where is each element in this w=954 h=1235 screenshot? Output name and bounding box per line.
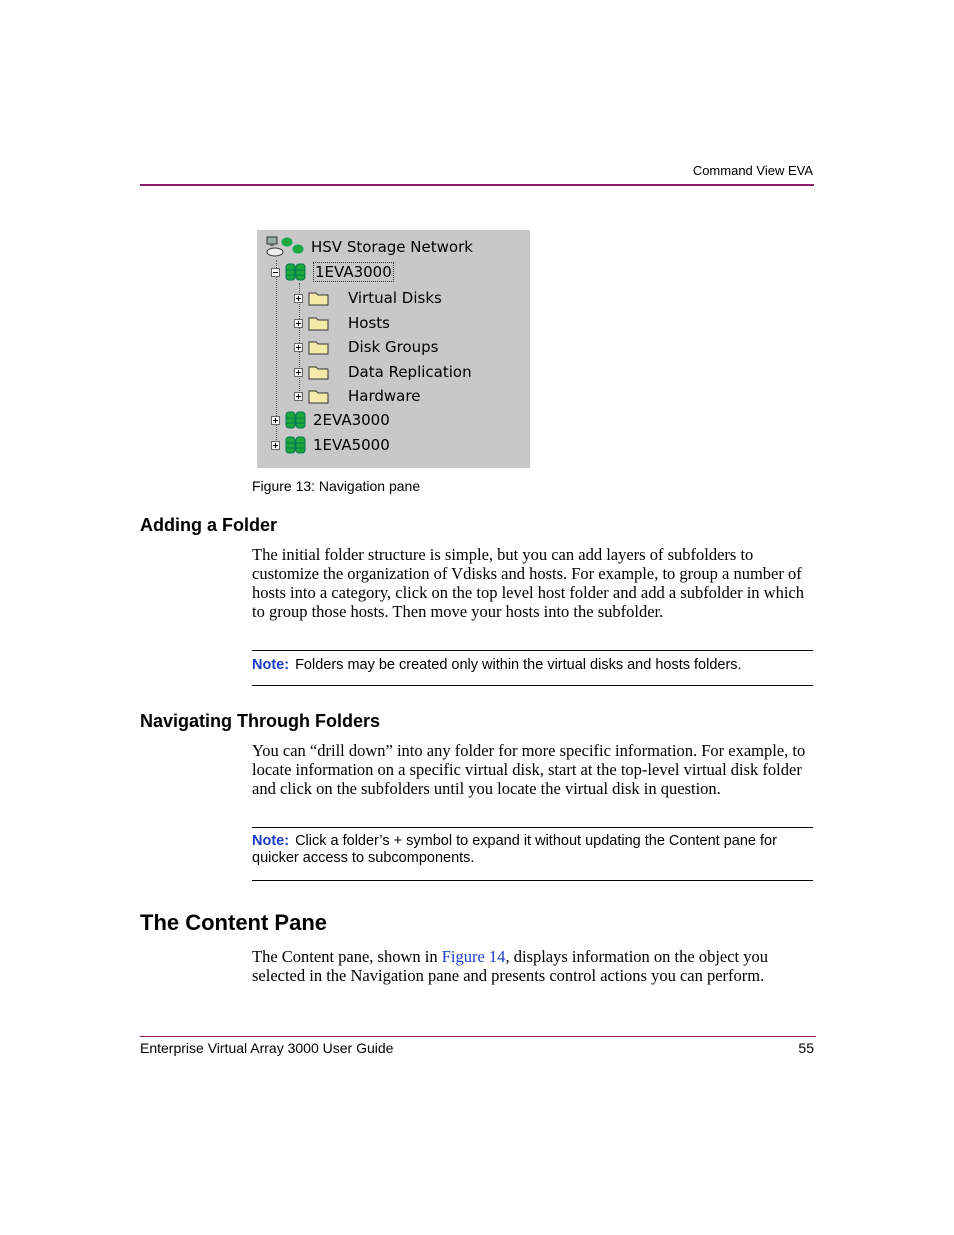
expand-toggle-icon[interactable] [271, 416, 280, 425]
tree-array-1eva5000[interactable] [271, 435, 390, 455]
section-heading-adding-folder: Adding a Folder [140, 515, 277, 535]
storage-network-icon [265, 235, 305, 259]
paragraph-adding-folder: The initial folder structure is simple, but you can add layers of subfolders to customize the organization of Vdisks and hosts. For example, to group a number of hosts into a category, click on the top level host folder and add a subfolder in which to group those hosts. Then move your hosts into the subfolder. [252, 545, 804, 621]
note-label: Note: [252, 657, 290, 673]
tree-root-label: HSV Storage Network [311, 238, 473, 256]
navigation-pane-figure [257, 230, 530, 468]
footer-rule [140, 1036, 816, 1037]
expand-toggle-icon[interactable] [294, 294, 303, 303]
paragraph-text: , displays information on the object you selected in the Navigation pane and presents control actions you can perform. [252, 947, 769, 985]
tree-folder-label: Disk Groups [348, 338, 439, 356]
folder-icon [308, 290, 330, 306]
tree-folder-data-replication[interactable] [294, 362, 472, 382]
tree-array-label: 1EVA3000 [315, 263, 392, 281]
folder-icon [308, 364, 330, 380]
footer-doc-title: Enterprise Virtual Array 3000 User Guide [140, 1040, 394, 1056]
storage-array-icon [285, 435, 307, 455]
expand-toggle-icon[interactable] [271, 441, 280, 450]
tree-folder-label: Hosts [348, 314, 390, 332]
figure-caption: Figure 13: Navigation pane [252, 478, 421, 494]
folder-icon [308, 339, 330, 355]
running-header: Command View EVA [692, 163, 813, 178]
paragraph-text: The Content pane, shown in [252, 947, 442, 966]
section-heading-content-pane: The Content Pane [140, 910, 328, 935]
tree-folder-disk-groups[interactable] [294, 337, 438, 357]
expand-toggle-icon[interactable] [294, 319, 303, 328]
storage-array-icon [285, 410, 307, 430]
folder-icon [308, 388, 330, 404]
expand-toggle-icon[interactable] [294, 343, 303, 352]
tree-folder-label: Virtual Disks [348, 289, 442, 307]
collapse-toggle-icon[interactable] [271, 268, 280, 277]
note-label: Note: [252, 833, 290, 849]
note-box-expand [252, 827, 813, 881]
tree-folder-label: Hardware [348, 387, 421, 405]
expand-toggle-icon[interactable] [294, 368, 303, 377]
tree-array-label: 1EVA5000 [313, 436, 390, 454]
folder-icon [308, 315, 330, 331]
footer-page-number: 55 [798, 1040, 814, 1056]
paragraph-navigating-folders: You can “drill down” into any folder for more specific information. For example, to locate information on a specific virtual disk, start at the top-level virtual disk folder and click on the subfolders until you locate the virtual disk in question. [252, 741, 806, 798]
tree-folder-label: Data Replication [348, 363, 472, 381]
tree-folder-virtual-disks[interactable] [294, 288, 442, 308]
note-box-folders [252, 650, 813, 686]
tree-array-label: 2EVA3000 [313, 411, 390, 429]
tree-root-network[interactable] [265, 237, 473, 257]
note-text: Click a folder’s + symbol to expand it without updating the Content pane for quicker access to subcomponents. [252, 833, 777, 866]
expand-toggle-icon[interactable] [294, 392, 303, 401]
tree-array-2eva3000[interactable] [271, 410, 390, 430]
figure-14-link[interactable]: Figure 14 [441, 947, 506, 966]
paragraph-content-pane [252, 947, 818, 985]
tree-folder-hardware[interactable] [294, 386, 420, 406]
note-text: Folders may be created only within the virtual disks and hosts folders. [295, 657, 742, 673]
tree-array-1eva3000[interactable] [271, 262, 394, 282]
section-heading-navigating-folders: Navigating Through Folders [140, 711, 381, 731]
tree-folder-hosts[interactable] [294, 313, 390, 333]
header-rule [140, 184, 814, 186]
storage-array-icon [285, 262, 307, 282]
